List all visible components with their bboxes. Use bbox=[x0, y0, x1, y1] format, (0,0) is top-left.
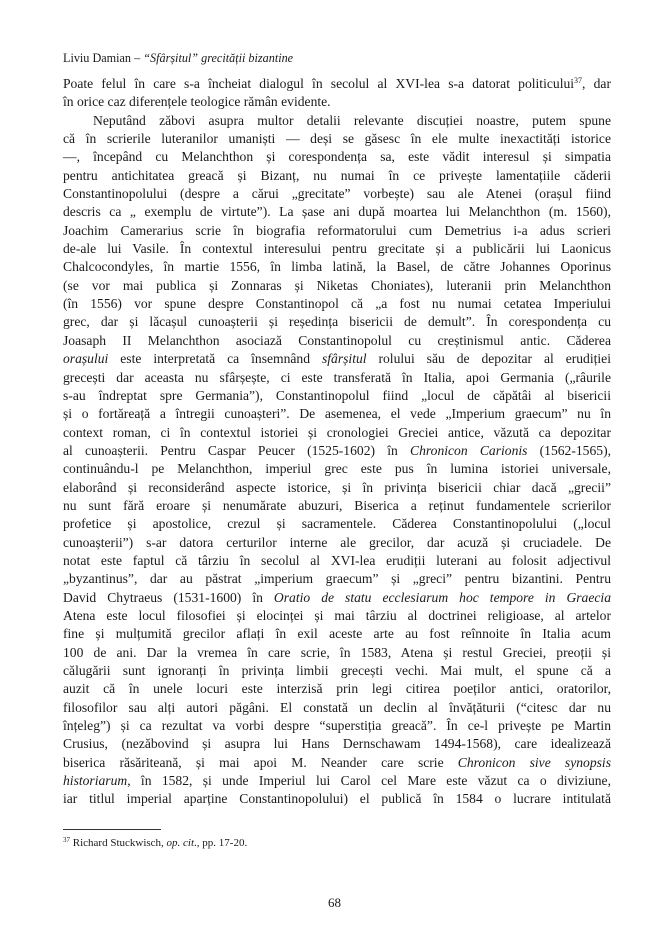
text-span: auzit că în unele locuri este interzisă prin legi citirea poeților antici, oratorilor, bbox=[63, 681, 611, 697]
text-span: fine și mulțumită grecilor aflați în exil aceste arte au fost reînnoite în Italia acum bbox=[63, 626, 611, 642]
italic-text: historiarum bbox=[63, 773, 128, 789]
text-span: Atena este locul filosofiei și elocinței și mai târziu al doctrinei religioase, al artelor bbox=[63, 607, 611, 623]
text-span: că în scrierile luteranilor umaniști — deși se găsesc în ele multe inexactități istorice bbox=[63, 131, 611, 147]
text-span: filosofilor sau alți autori păgâni. El constată un declin al învățăturii (“citesc dar nu bbox=[63, 699, 611, 715]
text-span: Richard Stuckwisch, bbox=[70, 837, 167, 849]
text-line bbox=[63, 222, 611, 240]
body-text bbox=[63, 75, 611, 809]
text-line bbox=[63, 479, 611, 497]
text-span: este interpretată ca însemnând bbox=[108, 351, 322, 367]
text-line bbox=[63, 424, 611, 442]
italic-text: orașului bbox=[63, 351, 109, 367]
text-span: grecești dar aceasta nu sfârșește, ci este transferată în Italia, apoi Germania („râurile bbox=[63, 369, 611, 385]
text-span: —, începând cu Melanchthon și corespondența sa, este vădit interesul și simpatia bbox=[63, 149, 611, 165]
text-line bbox=[63, 735, 611, 753]
text-span: de-ale lui Vasile. În contextul interesului pentru grecitate și a publicării lui Laonicus bbox=[63, 241, 611, 257]
text-span: grec, dar și lăcașul cunoașterii și reședința bisericii de demult”. În corespondența cu bbox=[63, 314, 611, 330]
text-span: descris ca „ exemplu de virtute”). La șase ani după moartea lui Melanchthon (m. 1560), bbox=[63, 204, 611, 220]
text-line bbox=[63, 277, 611, 295]
text-line bbox=[63, 75, 611, 93]
text-span: iar titlul imperial aparține Constantinopolului) el publică în 1584 o lucrare intitulată bbox=[63, 791, 611, 807]
text-span: profetice și apostolice, crezul și sacramentele. Căderea Constantinopolului („locul bbox=[63, 516, 611, 532]
header-author: Liviu Damian – bbox=[63, 51, 144, 65]
italic-text: sfârșitul bbox=[321, 351, 367, 367]
footnote-divider bbox=[63, 829, 161, 830]
text-span: cunoașterii”) s-ar datora certurilor interne ale grecilor, dar acuză și cruciadele. De bbox=[63, 534, 611, 550]
text-line bbox=[63, 644, 611, 662]
text-span: Joasaph II Melanchthon asociază Constantinopolul cu creștinismul antic. Căderea bbox=[63, 332, 611, 348]
text-span: 100 de ani. Dar la vremea în care scrie, în 1583, Atena și restul Greciei, preoții și bbox=[63, 644, 611, 660]
text-line bbox=[63, 185, 611, 203]
text-line bbox=[63, 369, 611, 387]
running-header bbox=[63, 50, 608, 66]
text-span: înțeleg”) și ca rezultat va vorbi despre “superstiția greacă”. În ce-l privește pe Martin bbox=[63, 718, 611, 734]
text-span: , în 1582, și unde Imperiul lui Carol cel Mare este văzut ca o diviziune, bbox=[127, 773, 611, 789]
text-span: Poate felul în care s-a încheiat dialogul în secolul al XVI-lea s-a datorat politicului bbox=[63, 76, 575, 91]
text-line bbox=[63, 772, 611, 790]
text-line bbox=[63, 607, 611, 625]
text-span: , dar bbox=[582, 76, 611, 91]
text-line bbox=[63, 240, 611, 258]
text-line bbox=[63, 497, 611, 515]
page-number: 68 bbox=[328, 895, 341, 910]
text-span: context roman, ci în contextul istoriei și cronologiei Greciei antice, văzută ca depozitar bbox=[63, 424, 611, 440]
text-line bbox=[63, 258, 611, 276]
text-span: „byzantinus”, dar au păstrat „imperium graecum” și „greci” pentru bizantini. Pentru bbox=[63, 571, 611, 587]
text-span: continuându-l pe Melanchthon, imperiul grec este pus în lumina istoriei universale, bbox=[63, 461, 611, 477]
text-line bbox=[63, 203, 611, 221]
text-line bbox=[63, 350, 611, 368]
text-line bbox=[63, 717, 611, 735]
text-line bbox=[63, 589, 611, 607]
text-span: (1562-1565), bbox=[527, 442, 611, 458]
text-line bbox=[63, 442, 611, 460]
text-line bbox=[63, 699, 611, 717]
paragraph-first-line bbox=[63, 112, 611, 130]
text-span: Constantinopolului (despre a cărui „grecitate” vorbește) sau ale Atenei (orașul fiind bbox=[63, 186, 611, 202]
text-span: în orice caz diferențele teologice rămân evidente. bbox=[63, 94, 331, 110]
text-span: notat este faptul că târziu în secolul al XVI-lea erudiții luterani au folosit adjectivul bbox=[63, 552, 611, 568]
text-span: David Chytraeus (1531-1600) în bbox=[63, 589, 274, 605]
header-title: “Sfârșitul” grecității bizantine bbox=[143, 51, 294, 65]
text-line bbox=[63, 534, 611, 552]
text-line bbox=[63, 790, 611, 808]
text-span: pentru antichitatea greacă și Bizanț, nu numai în ce privește lamentațiile căderii bbox=[63, 167, 611, 183]
footnote bbox=[63, 836, 247, 850]
text-span: rolului său de depozitar al erudiției bbox=[366, 351, 611, 367]
text-line bbox=[63, 515, 611, 533]
text-line bbox=[63, 570, 611, 588]
text-span: nu sunt fără eroare și nenumărate abuzuri, Biserica a reținut fundamentele scrierilor bbox=[63, 497, 611, 513]
text-line bbox=[63, 680, 611, 698]
text-span: călugării sunt ignoranți în privința limbii grecești vechi. Mai mult, el spune că a bbox=[63, 663, 611, 678]
text-line bbox=[63, 148, 611, 166]
footnote-ref: 37 bbox=[574, 76, 583, 85]
text-span: Neputând zăbovi asupra multor detalii relevante discuției noastre, putem spune bbox=[93, 112, 611, 128]
italic-text: Chronicon sive synopsis bbox=[457, 754, 611, 770]
footnote-number: 37 bbox=[63, 836, 70, 844]
text-line bbox=[63, 313, 611, 331]
text-line bbox=[63, 295, 611, 313]
italic-text: op. cit bbox=[166, 837, 195, 849]
text-line bbox=[63, 552, 611, 570]
text-span: elaborând și reconsiderând aspecte istorice, și în privința bisericii chiar dacă „grecii” bbox=[63, 479, 611, 495]
italic-text: Chronicon Carionis bbox=[410, 442, 528, 458]
text-span: și o fortăreață a întregii cunoașteri”. De asemenea, el vede „Imperium graecum” nu în bbox=[63, 406, 611, 422]
text-line bbox=[63, 460, 611, 478]
text-line bbox=[63, 167, 611, 185]
text-span: al cunoașterii. Pentru Caspar Peucer (1525-1602) în bbox=[63, 442, 410, 458]
text-span: biserica răsăriteană, și mai apoi M. Neander care scrie bbox=[63, 754, 458, 770]
text-span: s-au îndreptat spre Germania”), Constantinopolul fiind „locul de căpătâi al bisericii bbox=[63, 387, 611, 403]
text-span: Chalcocondyles, în martie 1556, în limba latină, la Basel, de către Johannes Oporinus bbox=[63, 259, 611, 275]
text-span: (se vor mai publica și Zonnaras și Niketas Choniates), luteranii prin Melanchthon bbox=[63, 277, 611, 293]
text-line bbox=[63, 130, 611, 148]
text-span: ., pp. 17-20. bbox=[194, 837, 248, 849]
italic-text: Oratio de statu ecclesiarum hoc tempore in Graecia bbox=[273, 589, 611, 605]
text-span: (în 1556) vor spune despre Constantinopol că „a fost nu numai cetatea Imperiului bbox=[63, 296, 611, 312]
text-line bbox=[63, 405, 611, 423]
text-line bbox=[63, 625, 611, 643]
text-line bbox=[63, 662, 611, 680]
text-span: Joachim Camerarius scrie în biografia reformatorului cum Demetrius i-a adus scrieri bbox=[63, 222, 611, 238]
text-line bbox=[63, 754, 611, 772]
text-span: Crusius, (nezăbovind și asupra lui Hans Dernschawam 1494-1568), care idealizează bbox=[63, 736, 611, 752]
text-line bbox=[63, 332, 611, 350]
text-line bbox=[63, 387, 611, 405]
text-line bbox=[63, 93, 611, 111]
